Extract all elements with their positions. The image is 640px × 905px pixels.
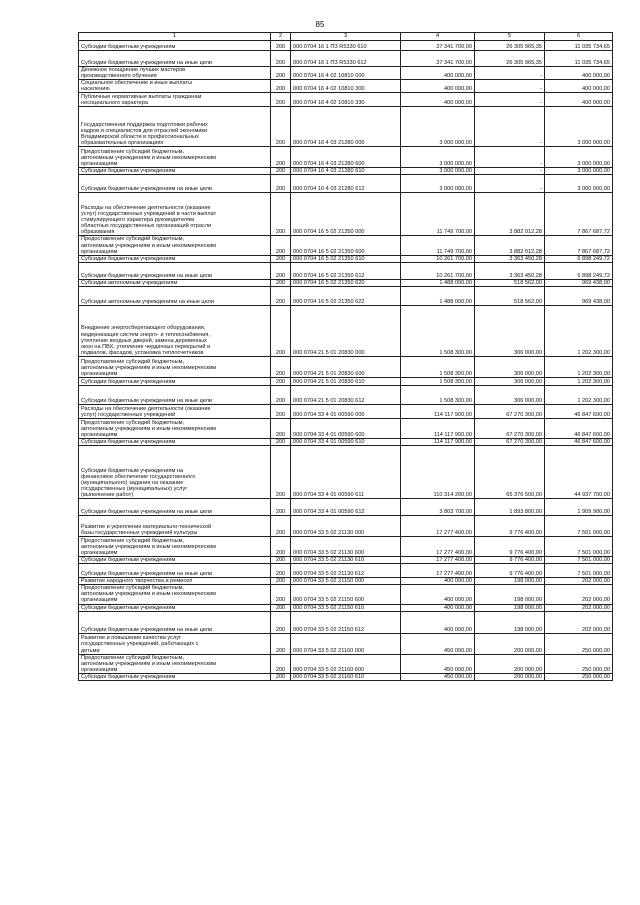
row-executed-cell: 9 776 400,00 [475,516,545,537]
row-approved-cell: 1 508 300,00 [401,305,475,356]
table-row [79,377,613,385]
row-executed-cell: 198 000,00 [475,611,545,633]
row-name-cell: Субсидии бюджетным учреждениям [79,604,271,611]
row-executed-cell: 26 305 965,35 [475,51,545,67]
row-admin-cell: 200 [271,356,291,377]
row-remainder-cell: 400 000,00 [545,93,613,107]
row-approved-cell: 37 341 700,00 [401,51,475,67]
row-name-cell: Субсидии бюджетным учреждениям на иные цели [79,611,271,633]
row-approved-cell: 450 000,00 [401,633,475,654]
row-name-cell: Предоставление субсидий бюджетным, автономным учреждениям и иным некоммерческим организациям [79,654,271,673]
row-admin-cell: 200 [271,604,291,611]
row-executed-cell: 3 363 450,28 [475,262,545,279]
row-executed-cell: - [475,147,545,168]
row-admin-cell: 200 [271,93,291,107]
row-name-cell: Развитие народного творчества и ремесел [79,578,271,585]
row-code-cell: 000 0704 33 5 02 21160 000 [291,633,401,654]
table-row [79,67,613,80]
row-admin-cell: 200 [271,236,291,255]
row-remainder-cell: 1 202 300,00 [545,385,613,404]
table-row [79,385,613,404]
row-executed-cell: 9 776 400,00 [475,557,545,564]
row-name-cell: Субсидии бюджетным учреждениям [79,377,271,385]
table-row [79,516,613,537]
table-row [79,557,613,564]
row-code-cell: 000 0704 16 1 ПЗ R5330 612 [291,51,401,67]
row-remainder-cell: 7 501 000,00 [545,537,613,557]
row-executed-cell: 200 000,00 [475,673,545,680]
row-executed-cell: - [475,93,545,107]
table-row [79,633,613,654]
row-code-cell: 000 0704 16 4 03 21280 000 [291,107,401,147]
column-header: 1 [79,33,271,41]
row-code-cell: 000 0704 33 5 02 21130 610 [291,557,401,564]
row-executed-cell: 1 893 800,00 [475,499,545,516]
row-admin-cell: 200 [271,633,291,654]
table-row [79,147,613,168]
row-name-cell: Субсидии бюджетным учреждениям на финансовое обеспечение государственного (муниципального) задания на оказание государственных (муниципальных) услуг (выполнение работ) [79,446,271,499]
row-code-cell: 000 0704 33 4 01 00590 612 [291,499,401,516]
row-admin-cell: 200 [271,385,291,404]
row-approved-cell: 1 488 000,00 [401,279,475,286]
table-row [79,107,613,147]
table-row [79,286,613,305]
table-row [79,604,613,611]
table-row [79,255,613,262]
row-remainder-cell: 7 501 000,00 [545,564,613,578]
table-header-row [79,33,613,41]
row-admin-cell: 200 [271,404,291,418]
row-name-cell: Государственная поддержка подготовки рабочих кадров и специалистов для отраслей экономики Владимирской области в профессиональных образовательных организациях [79,107,271,147]
row-name-cell: Предоставление субсидий бюджетным, автономным учреждениям и иным некоммерческим организациям [79,418,271,438]
column-header: 3 [291,33,401,41]
table-row [79,51,613,67]
row-executed-cell: 198 000,00 [475,585,545,604]
row-approved-cell: 17 277 400,00 [401,537,475,557]
row-executed-cell: 306 000,00 [475,305,545,356]
row-remainder-cell: 3 000 000,00 [545,147,613,168]
row-remainder-cell: 3 000 000,00 [545,107,613,147]
row-name-cell: Субсидии бюджетным учреждениям на иные цели [79,385,271,404]
row-admin-cell: 200 [271,438,291,445]
row-code-cell: 000 0704 21 5 01 20830 610 [291,377,401,385]
row-code-cell: 000 0704 33 4 01 00590 611 [291,446,401,499]
row-code-cell: 000 0704 16 5 02 21350 600 [291,236,401,255]
row-executed-cell: 306 000,00 [475,385,545,404]
row-executed-cell: 67 270 300,00 [475,438,545,445]
row-code-cell: 000 0704 16 5 02 21350 622 [291,286,401,305]
row-code-cell: 000 0704 16 4 03 21280 610 [291,168,401,175]
row-approved-cell: 450 000,00 [401,654,475,673]
row-approved-cell: 110 314 200,00 [401,446,475,499]
row-approved-cell: 17 277 400,00 [401,557,475,564]
row-code-cell: 000 0704 33 5 02 21150 000 [291,578,401,585]
row-name-cell: Субсидии бюджетным учреждениям [79,168,271,175]
row-remainder-cell: 44 937 700,00 [545,446,613,499]
row-admin-cell: 200 [271,499,291,516]
row-remainder-cell: 6 898 249,72 [545,255,613,262]
row-admin-cell: 200 [271,377,291,385]
table-row [79,438,613,445]
row-executed-cell: 518 562,00 [475,286,545,305]
row-admin-cell: 200 [271,446,291,499]
row-approved-cell: 1 508 300,00 [401,377,475,385]
row-executed-cell: 65 376 500,00 [475,446,545,499]
row-executed-cell: 9 776 400,00 [475,537,545,557]
row-admin-cell: 200 [271,41,291,51]
row-admin-cell: 200 [271,175,291,193]
row-approved-cell: 3 000 000,00 [401,107,475,147]
row-admin-cell: 200 [271,80,291,93]
row-remainder-cell: 1 202 300,00 [545,305,613,356]
row-executed-cell: - [475,67,545,80]
row-code-cell: 000 0704 16 4 02 10810 300 [291,80,401,93]
row-admin-cell: 200 [271,107,291,147]
row-remainder-cell: 11 035 734,65 [545,41,613,51]
row-approved-cell: 11 749 700,00 [401,236,475,255]
row-admin-cell: 200 [271,673,291,680]
row-code-cell: 000 0704 33 5 02 21130 612 [291,564,401,578]
row-code-cell: 000 0704 16 4 03 21280 612 [291,175,401,193]
row-executed-cell: 9 776 400,00 [475,564,545,578]
row-approved-cell: 1 508 300,00 [401,385,475,404]
row-code-cell: 000 0704 33 5 02 21150 610 [291,604,401,611]
row-approved-cell: 400 000,00 [401,585,475,604]
row-remainder-cell: 250 000,00 [545,633,613,654]
row-remainder-cell: 7 501 000,00 [545,557,613,564]
column-header: 6 [545,33,613,41]
table-row [79,654,613,673]
row-remainder-cell: 1 909 900,00 [545,499,613,516]
table-row [79,236,613,255]
table-row [79,564,613,578]
table-row [79,446,613,499]
row-approved-cell: 400 000,00 [401,67,475,80]
row-executed-cell: 26 305 965,35 [475,41,545,51]
row-name-cell: Субсидии бюджетным учреждениям на иные цели [79,51,271,67]
table-row [79,578,613,585]
table-row [79,193,613,236]
row-code-cell: 000 0704 33 5 02 21160 600 [291,654,401,673]
row-remainder-cell: 1 202 300,00 [545,356,613,377]
column-header: 4 [401,33,475,41]
page-number: 85 [315,20,325,29]
row-approved-cell: 450 000,00 [401,673,475,680]
row-approved-cell: 114 117 900,00 [401,418,475,438]
table-row [79,585,613,604]
row-approved-cell: 10 261 700,00 [401,255,475,262]
row-code-cell: 000 0704 33 4 01 00590 000 [291,404,401,418]
row-remainder-cell: 46 847 600,00 [545,404,613,418]
row-name-cell: Субсидии бюджетным учреждениям на иные цели [79,175,271,193]
row-name-cell: Субсидии бюджетным учреждениям [79,41,271,51]
row-approved-cell: 400 000,00 [401,93,475,107]
row-executed-cell: - [475,168,545,175]
table-row [79,404,613,418]
row-code-cell: 000 0704 16 5 02 21350 620 [291,279,401,286]
row-admin-cell: 200 [271,611,291,633]
row-approved-cell: 400 000,00 [401,604,475,611]
row-admin-cell: 200 [271,418,291,438]
row-name-cell: Субсидии бюджетным учреждениям на иные цели [79,262,271,279]
row-executed-cell: 200 000,00 [475,654,545,673]
row-code-cell: 000 0704 33 5 02 21130 000 [291,516,401,537]
row-name-cell: Расходы на обеспечение деятельности (оказание услуг) государственных учреждений [79,404,271,418]
row-name-cell: Субсидии автономным учреждениям на иные цели [79,286,271,305]
row-admin-cell: 200 [271,67,291,80]
row-remainder-cell: 202 000,00 [545,585,613,604]
row-code-cell: 000 0704 16 5 02 21350 610 [291,255,401,262]
table-row [79,279,613,286]
table-row [79,611,613,633]
row-remainder-cell: 7 867 687,72 [545,236,613,255]
budget-table [78,32,613,681]
row-remainder-cell: 400 000,00 [545,80,613,93]
row-executed-cell: 306 000,00 [475,356,545,377]
column-header: 5 [475,33,545,41]
row-remainder-cell: 202 000,00 [545,604,613,611]
row-admin-cell: 200 [271,578,291,585]
row-code-cell: 000 0704 33 5 02 21150 612 [291,611,401,633]
row-approved-cell: 3 000 000,00 [401,168,475,175]
row-approved-cell: 1 488 000,00 [401,286,475,305]
row-approved-cell: 400 000,00 [401,80,475,93]
row-executed-cell: 3 882 012,28 [475,236,545,255]
row-admin-cell: 200 [271,168,291,175]
row-code-cell: 000 0704 33 4 01 00590 610 [291,438,401,445]
table-row [79,175,613,193]
row-code-cell: 000 0704 16 4 02 10810 330 [291,93,401,107]
row-executed-cell: 3 882 012,28 [475,193,545,236]
row-approved-cell: 17 277 400,00 [401,564,475,578]
row-approved-cell: 400 000,00 [401,578,475,585]
row-approved-cell: 37 341 700,00 [401,41,475,51]
row-name-cell: Предоставление субсидий бюджетным, автономным учреждениям и иным некоммерческим организациям [79,236,271,255]
row-name-cell: Субсидии бюджетным учреждениям [79,557,271,564]
row-executed-cell: 198 000,00 [475,604,545,611]
table-row [79,418,613,438]
row-remainder-cell: 3 000 000,00 [545,168,613,175]
row-admin-cell: 200 [271,147,291,168]
row-executed-cell: 67 270 300,00 [475,418,545,438]
row-approved-cell: 114 117 900,00 [401,404,475,418]
row-remainder-cell: 1 202 300,00 [545,377,613,385]
row-name-cell: Социальное обеспечение и иные выплаты населению [79,80,271,93]
row-admin-cell: 200 [271,255,291,262]
table-row [79,499,613,516]
row-admin-cell: 200 [271,286,291,305]
row-remainder-cell: 250 000,00 [545,654,613,673]
row-approved-cell: 3 803 700,00 [401,499,475,516]
row-name-cell: Расходы на обеспечение деятельности (оказание услуг) государственных учреждений в части выплат стимулирующего характера руководителям областных государственных организаций отрасли образования [79,193,271,236]
row-approved-cell: 10 261 700,00 [401,262,475,279]
row-code-cell: 000 0704 16 4 03 21280 600 [291,147,401,168]
row-code-cell: 000 0704 33 4 01 00590 600 [291,418,401,438]
row-approved-cell: 11 749 700,00 [401,193,475,236]
row-remainder-cell: 969 438,00 [545,279,613,286]
table-row [79,356,613,377]
row-remainder-cell: 202 000,00 [545,578,613,585]
table-row [79,537,613,557]
row-executed-cell: 198 000,00 [475,578,545,585]
row-name-cell: Субсидии бюджетным учреждениям на иные цели [79,499,271,516]
row-approved-cell: 1 508 300,00 [401,356,475,377]
row-code-cell: 000 0704 21 5 01 20830 612 [291,385,401,404]
row-remainder-cell: 969 438,00 [545,286,613,305]
row-name-cell: Предоставление субсидий бюджетным, автономным учреждениям и иным некоммерческим организациям [79,537,271,557]
row-code-cell: 000 0704 21 5 01 20830 000 [291,305,401,356]
row-code-cell: 000 0704 33 5 02 21130 600 [291,537,401,557]
table-row [79,41,613,51]
row-executed-cell: 306 000,00 [475,377,545,385]
row-name-cell: Денежное поощрение лучших мастеров производственного обучения [79,67,271,80]
row-admin-cell: 200 [271,51,291,67]
row-remainder-cell: 46 847 600,00 [545,438,613,445]
row-name-cell: Предоставление субсидий бюджетным, автономным учреждениям и иным некоммерческим организациям [79,147,271,168]
row-name-cell: Субсидии бюджетным учреждениям [79,438,271,445]
row-approved-cell: 3 000 000,00 [401,175,475,193]
row-approved-cell: 17 277 400,00 [401,516,475,537]
row-executed-cell: 3 363 450,28 [475,255,545,262]
row-admin-cell: 200 [271,585,291,604]
row-approved-cell: 3 000 000,00 [401,147,475,168]
row-code-cell: 000 0704 16 5 02 21350 612 [291,262,401,279]
table-row [79,168,613,175]
row-name-cell: Публичные нормативные выплаты гражданам несоциального характера [79,93,271,107]
row-remainder-cell: 11 035 734,65 [545,51,613,67]
table-row [79,305,613,356]
row-remainder-cell: 6 898 249,72 [545,262,613,279]
row-name-cell: Предоставление субсидий бюджетным, автономным учреждениям и иным некоммерческим организациям [79,585,271,604]
row-admin-cell: 200 [271,557,291,564]
table-row [79,80,613,93]
row-executed-cell: 200 000,00 [475,633,545,654]
row-name-cell: Предоставление субсидий бюджетным, автономным учреждениям и иным некоммерческим организациям [79,356,271,377]
row-name-cell: Развитие и повышение качества услуг государственных учреждений, работающих с детьми [79,633,271,654]
row-approved-cell: 114 117 900,00 [401,438,475,445]
row-remainder-cell: 250 000,00 [545,673,613,680]
row-name-cell: Субсидии бюджетным учреждениям [79,255,271,262]
row-code-cell: 000 0704 16 4 02 10810 000 [291,67,401,80]
row-remainder-cell: 400 000,00 [545,67,613,80]
row-executed-cell: - [475,175,545,193]
row-remainder-cell: 7 867 687,72 [545,193,613,236]
row-executed-cell: - [475,107,545,147]
row-name-cell: Внедрение энергосберегающего оборудования, модернизация систем энерго- и теплоснабжения, утепление входных дверей, замена деревянных окон на ПВХ, утепление чердачных перекрытий и подвалов, фасадов, установка теплосчетчиков [79,305,271,356]
row-admin-cell: 200 [271,305,291,356]
row-executed-cell: - [475,80,545,93]
row-name-cell: Субсидии бюджетным учреждениям на иные цели [79,564,271,578]
row-admin-cell: 200 [271,516,291,537]
row-admin-cell: 200 [271,654,291,673]
row-admin-cell: 200 [271,279,291,286]
row-code-cell: 000 0704 33 5 02 21150 600 [291,585,401,604]
column-header: 2 [271,33,291,41]
row-code-cell: 000 0704 16 1 ПЗ R5330 610 [291,41,401,51]
table-row [79,673,613,680]
row-admin-cell: 200 [271,262,291,279]
row-approved-cell: 400 000,00 [401,611,475,633]
row-remainder-cell: 7 501 000,00 [545,516,613,537]
row-admin-cell: 200 [271,537,291,557]
table-row [79,93,613,107]
row-remainder-cell: 202 000,00 [545,611,613,633]
row-code-cell: 000 0704 33 5 02 21160 610 [291,673,401,680]
row-remainder-cell: 3 000 000,00 [545,175,613,193]
row-admin-cell: 200 [271,193,291,236]
table-row [79,262,613,279]
row-executed-cell: 518 562,00 [475,279,545,286]
row-name-cell: Субсидии автономным учреждениям [79,279,271,286]
row-code-cell: 000 0704 21 5 01 20830 600 [291,356,401,377]
row-code-cell: 000 0704 16 5 02 21350 000 [291,193,401,236]
row-admin-cell: 200 [271,564,291,578]
row-executed-cell: 67 270 300,00 [475,404,545,418]
row-remainder-cell: 46 847 600,00 [545,418,613,438]
row-name-cell: Развитие и укрепление материально-технической базы государственных учреждений культуры [79,516,271,537]
row-name-cell: Субсидии бюджетным учреждениям [79,673,271,680]
